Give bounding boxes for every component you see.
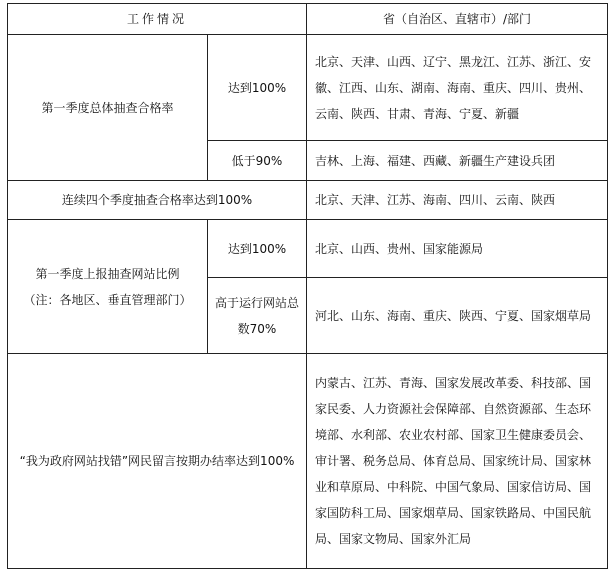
q1-report-reached-100-list: 北京、山西、贵州、国家能源局 <box>307 220 608 278</box>
q1-report-ratio-cell <box>8 220 208 354</box>
message-rate-label: “我为政府网站找错”网民留言按期办结率达到100% <box>8 354 307 569</box>
header-work-situation: 工作情况 <box>8 4 307 35</box>
q1-total-below-90-list: 吉林、上海、福建、西藏、新疆生产建设兵团 <box>307 141 608 181</box>
table-row <box>8 35 608 141</box>
table-row <box>8 354 608 569</box>
q1-report-reached-100-label: 达到100% <box>208 220 307 278</box>
table-row <box>8 220 608 278</box>
q1-total-reached-100-list: 北京、天津、山西、辽宁、黑龙江、江苏、浙江、安徽、江西、山东、湖南、海南、重庆、四川、贵州、云南、陕西、甘肃、青海、宁夏、新疆 <box>307 35 608 141</box>
message-rate-list: 内蒙古、江苏、青海、国家发展改革委、科技部、国家民委、人力资源社会保障部、自然资源部、生态环境部、水利部、农业农村部、国家卫生健康委员会、审计署、税务总局、体育总局、国家统计局、国家林业和草原局、中科院、中国气象局、国家信访局、国家国防科工局、国家烟草局、国家铁路局、中国民航局、国家文物局、国家外汇局 <box>307 354 608 569</box>
four-quarters-label: 连续四个季度抽查合格率达到100% <box>8 181 307 220</box>
q1-report-above-70-label: 高于运行网站总数70% <box>208 278 307 354</box>
q1-report-ratio-note: （注：各地区、垂直管理部门） <box>23 292 192 307</box>
q1-report-above-70-list: 河北、山东、海南、重庆、陕西、宁夏、国家烟草局 <box>307 278 608 354</box>
table-header-row <box>8 4 608 35</box>
q1-total-below-90-label: 低于90% <box>208 141 307 181</box>
four-quarters-list: 北京、天津、江苏、海南、四川、云南、陕西 <box>307 181 608 220</box>
work-situation-table <box>7 3 608 569</box>
q1-report-ratio-label: 第一季度上报抽查网站比例 <box>35 266 180 281</box>
header-region-dept: 省（自治区、直辖市）/部门 <box>307 4 608 35</box>
q1-total-rate-label: 第一季度总体抽查合格率 <box>8 35 208 181</box>
table-row <box>8 181 608 220</box>
q1-total-reached-100-label: 达到100% <box>208 35 307 141</box>
